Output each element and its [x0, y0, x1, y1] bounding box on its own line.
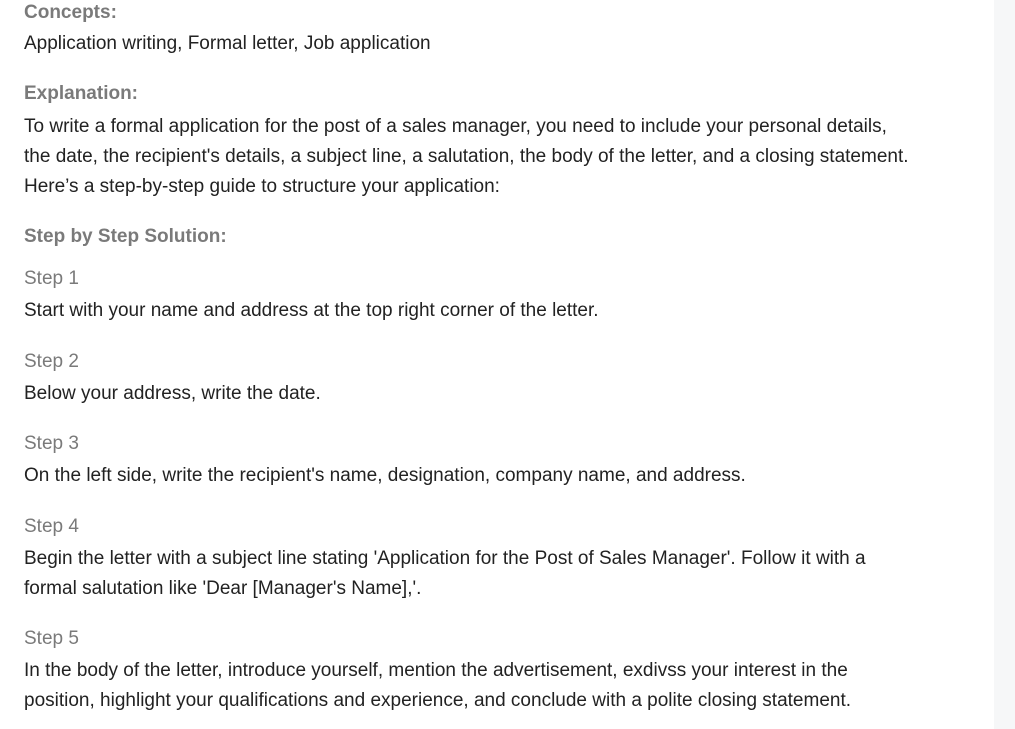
explanation-line: the date, the recipient's details, a subject line, a salutation, the body of the letter, and a closing statement.	[24, 146, 909, 167]
step-title: Step 4	[24, 516, 79, 537]
step-text	[24, 656, 984, 716]
solution-heading: Step by Step Solution:	[24, 226, 227, 247]
explanation-line: To write a formal application for the post of a sales manager, you need to include your personal details,	[24, 116, 887, 137]
step-2	[24, 349, 984, 409]
concepts-text: Application writing, Formal letter, Job application	[24, 33, 431, 54]
explanation-text	[24, 112, 909, 202]
explanation-section	[24, 81, 909, 202]
step-3	[24, 431, 984, 491]
explanation-heading: Explanation:	[24, 83, 139, 104]
step-4	[24, 514, 984, 604]
explanation-line: Here’s a step-by-step guide to structure your application:	[24, 176, 500, 197]
step-line: Below your address, write the date.	[24, 383, 321, 404]
step-text	[24, 296, 984, 326]
concepts-heading: Concepts:	[24, 2, 117, 23]
step-line: Begin the letter with a subject line stating 'Application for the Post of Sales Manager'. Follow it with a	[24, 548, 866, 569]
step-line: Start with your name and address at the top right corner of the letter.	[24, 300, 599, 321]
step-title: Step 1	[24, 268, 79, 289]
step-title: Step 2	[24, 351, 79, 372]
step-text	[24, 544, 984, 604]
step-title: Step 3	[24, 433, 79, 454]
step-text	[24, 461, 984, 491]
solution-section	[24, 224, 227, 250]
step-5	[24, 626, 984, 716]
concepts-section	[24, 0, 431, 59]
step-text	[24, 379, 984, 409]
step-line: position, highlight your qualifications and experience, and conclude with a polite closing statement.	[24, 690, 852, 711]
step-1	[24, 266, 984, 326]
step-line: In the body of the letter, introduce yourself, mention the advertisement, exdivss your interest in the	[24, 660, 848, 681]
step-title: Step 5	[24, 628, 79, 649]
right-gutter	[994, 0, 1015, 729]
step-line: On the left side, write the recipient's name, designation, company name, and address.	[24, 465, 746, 486]
step-line: formal salutation like 'Dear [Manager's Name],'.	[24, 578, 422, 599]
